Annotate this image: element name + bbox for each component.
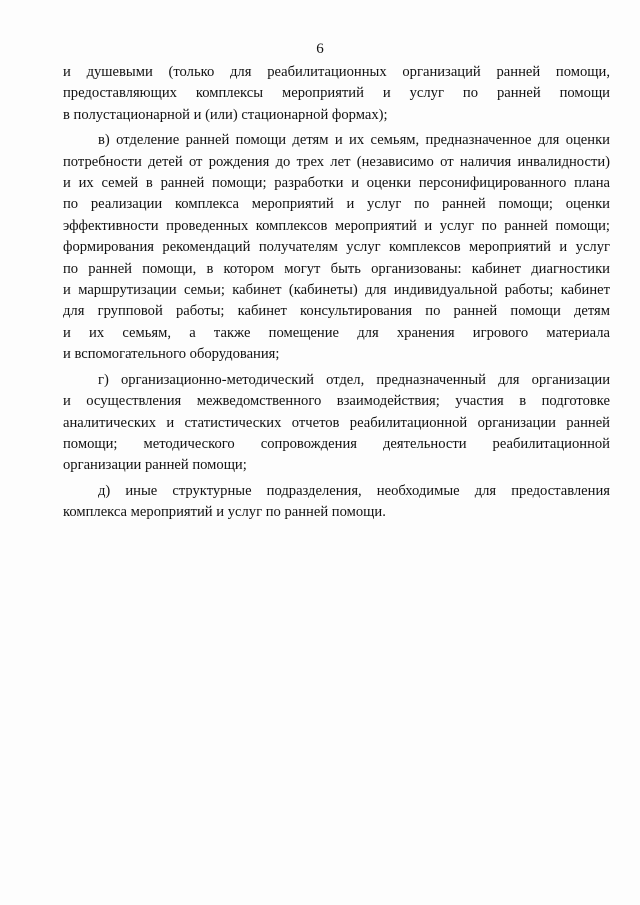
paragraph-item-d — [63, 481, 610, 524]
paragraph-item-v — [63, 130, 610, 365]
text-line: и их семей в ранней помощи; разработки и оценки персонифицированного плана — [63, 175, 610, 192]
text-line: в полустационарной и (или) стационарной формах); — [63, 106, 388, 123]
text-line: д) иные структурные подразделения, необходимые для предоставления — [98, 482, 610, 499]
text-line: по ранней помощи, в котором могут быть организованы: кабинет диагностики — [63, 260, 610, 277]
paragraph-item-g — [63, 370, 610, 477]
text-line: и маршрутизации семьи; кабинет (кабинеты) для индивидуальной работы; кабинет — [63, 282, 610, 299]
text-line: помощи; методического сопровождения деятельности реабилитационной — [63, 435, 610, 452]
text-line: комплекса мероприятий и услуг по ранней помощи. — [63, 504, 386, 521]
text-line: формирования рекомендаций получателям услуг комплексов мероприятий и услуг — [63, 239, 610, 256]
text-line: и вспомогательного оборудования; — [63, 346, 280, 363]
text-line: по реализации комплекса мероприятий и услуг по ранней помощи; оценки — [63, 196, 610, 213]
document-body — [63, 62, 610, 528]
text-line: организации ранней помощи; — [63, 457, 247, 474]
text-line: и осуществления межведомственного взаимодействия; участия в подготовке — [63, 393, 610, 410]
page-number: 6 — [316, 41, 324, 57]
text-line: г) организационно-методический отдел, предназначенный для организации — [98, 371, 610, 388]
text-line: потребности детей от рождения до трех лет (независимо от наличия инвалидности) — [63, 153, 610, 170]
text-line: предоставляющих комплексы мероприятий и услуг по ранней помощи — [63, 85, 610, 102]
text-line: и душевыми (только для реабилитационных организаций ранней помощи, — [63, 64, 610, 80]
text-line: аналитических и статистических отчетов реабилитационной организации ранней — [63, 414, 610, 431]
text-line: и их семьям, а также помещение для хранения игрового материала — [63, 324, 610, 341]
text-line: в) отделение ранней помощи детям и их семьям, предназначенное для оценки — [98, 132, 610, 149]
paragraph-continuation — [63, 62, 610, 126]
text-line: для групповой работы; кабинет консультирования по ранней помощи детям — [63, 303, 610, 320]
text-line: эффективности проведенных комплексов мероприятий и услуг по ранней помощи; — [63, 217, 610, 234]
